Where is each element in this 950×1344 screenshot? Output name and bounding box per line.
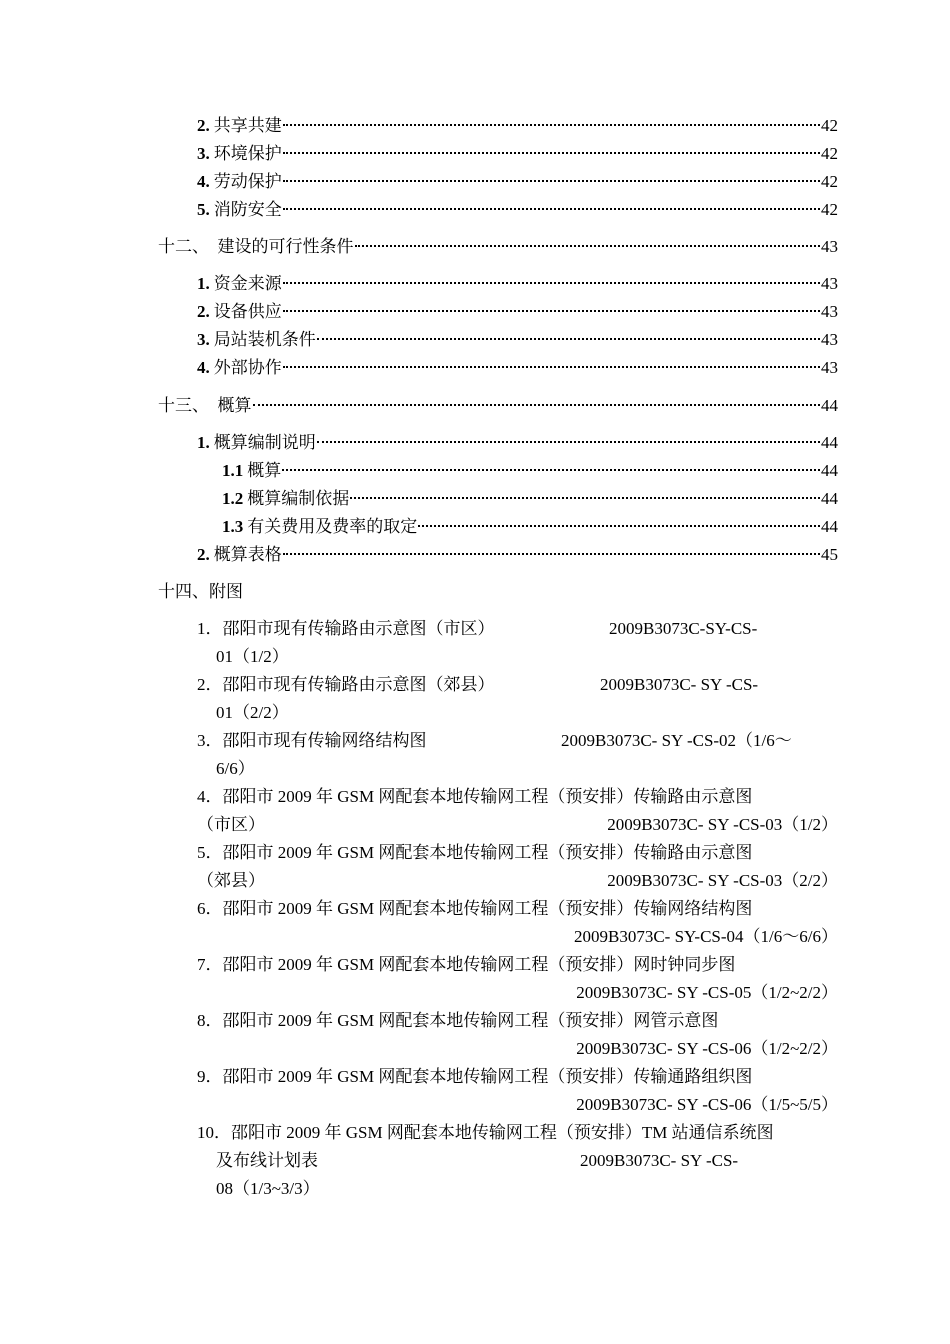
- toc-title: 概算: [247, 461, 282, 480]
- toc-entry[interactable]: [197, 170, 838, 194]
- dot-leader: [283, 180, 820, 182]
- toc-entry[interactable]: [197, 543, 838, 567]
- toc-entry[interactable]: [197, 142, 838, 166]
- toc-number: 2.: [197, 116, 210, 135]
- figure-title: 3．邵阳市现有传输网络结构图: [197, 731, 427, 750]
- figure-title: 10．邵阳市 2009 年 GSM 网配套本地传输网工程（预安排）TM 站通信系统图: [197, 1123, 774, 1142]
- toc-page-number: 42: [821, 172, 838, 191]
- dot-leader: [355, 245, 821, 247]
- toc-page-number: 42: [821, 200, 838, 219]
- toc-title: 概算表格: [213, 545, 282, 564]
- figure-title: 9．邵阳市 2009 年 GSM 网配套本地传输网工程（预安排）传输通路组织图: [197, 1067, 753, 1086]
- toc-number: 1.1: [222, 461, 244, 480]
- toc-title: 局站装机条件: [213, 330, 316, 349]
- toc-number: 2.: [197, 302, 210, 321]
- toc-section-heading[interactable]: [158, 394, 838, 418]
- toc-page-number: 44: [821, 461, 838, 480]
- toc-subentry[interactable]: [222, 487, 838, 511]
- toc-page-number: 42: [821, 144, 838, 163]
- toc-subentry[interactable]: [222, 515, 838, 539]
- figure-title: 7．邵阳市 2009 年 GSM 网配套本地传输网工程（预安排）网时钟同步图: [197, 955, 736, 974]
- toc-number: 1.: [197, 274, 210, 293]
- figure-title-cont: （市区）: [197, 815, 265, 834]
- toc-section-heading: 十四、附图: [158, 582, 243, 601]
- toc-page-number: 43: [821, 302, 838, 321]
- toc-entry[interactable]: [197, 356, 838, 380]
- toc-title: 设备供应: [213, 302, 282, 321]
- figure-title: 2．邵阳市现有传输路由示意图（郊县）: [197, 675, 495, 694]
- dot-leader: [283, 366, 820, 368]
- toc-page-number: 44: [821, 433, 838, 452]
- toc-title: 十三、 概算: [158, 396, 252, 415]
- toc-number: 3.: [197, 144, 210, 163]
- toc-page-number: 44: [821, 517, 838, 536]
- figure-code: 2009B3073C- SY -CS-03（2/2）: [607, 871, 838, 890]
- toc-entry[interactable]: [197, 198, 838, 222]
- figure-code: 2009B3073C- SY -CS-: [580, 1151, 739, 1170]
- toc-entry[interactable]: [197, 300, 838, 324]
- figure-code-cont: 01（2/2）: [216, 703, 289, 722]
- figure-code: 2009B3073C-SY-CS-: [609, 619, 758, 638]
- toc-number: 1.: [197, 433, 210, 452]
- dot-leader: [283, 553, 820, 555]
- figure-code-cont: 08（1/3~3/3）: [216, 1179, 320, 1198]
- toc-title: 劳动保护: [213, 172, 282, 191]
- figure-code: 2009B3073C- SY -CS-05（1/2~2/2）: [576, 983, 838, 1002]
- dot-leader: [283, 208, 820, 210]
- toc-title: 十二、 建设的可行性条件: [158, 237, 354, 256]
- dot-leader: [283, 282, 820, 284]
- toc-page-number: 44: [821, 489, 838, 508]
- dot-leader: [282, 469, 820, 471]
- figure-title: 6．邵阳市 2009 年 GSM 网配套本地传输网工程（预安排）传输网络结构图: [197, 899, 753, 918]
- toc-page-number: 43: [821, 358, 838, 377]
- dot-leader: [418, 525, 820, 527]
- toc-page-number: 43: [821, 330, 838, 349]
- figure-code-cont: 6/6）: [216, 759, 255, 778]
- toc-title: 资金来源: [213, 274, 282, 293]
- toc-page-number: 45: [821, 545, 838, 564]
- toc-title: 概算编制依据: [247, 489, 350, 508]
- dot-leader: [283, 152, 820, 154]
- toc-page-number: 44: [821, 396, 838, 415]
- dot-leader: [283, 310, 820, 312]
- toc-title: 消防安全: [213, 200, 282, 219]
- toc-entry[interactable]: [197, 272, 838, 296]
- figure-code: 2009B3073C- SY -CS-: [600, 675, 759, 694]
- toc-entry[interactable]: [197, 114, 838, 138]
- figure-code: 2009B3073C- SY -CS-06（1/5~5/5）: [576, 1095, 838, 1114]
- figure-title: 5．邵阳市 2009 年 GSM 网配套本地传输网工程（预安排）传输路由示意图: [197, 843, 753, 862]
- figure-title: 1．邵阳市现有传输路由示意图（市区）: [197, 619, 495, 638]
- toc-page-number: 43: [821, 274, 838, 293]
- dot-leader: [317, 338, 820, 340]
- toc-subentry[interactable]: [222, 459, 838, 483]
- figure-title: 4．邵阳市 2009 年 GSM 网配套本地传输网工程（预安排）传输路由示意图: [197, 787, 753, 806]
- dot-leader: [350, 497, 820, 499]
- toc-number: 4.: [197, 358, 210, 377]
- figure-title-cont: （郊县）: [197, 871, 265, 890]
- toc-number: 1.3: [222, 517, 244, 536]
- toc-title: 环境保护: [213, 144, 282, 163]
- toc-title: 有关费用及费率的取定: [247, 517, 418, 536]
- toc-page-number: 42: [821, 116, 838, 135]
- toc-number: 4.: [197, 172, 210, 191]
- dot-leader: [317, 441, 820, 443]
- toc-number: 3.: [197, 330, 210, 349]
- toc-section-heading[interactable]: [158, 235, 838, 259]
- toc-title: 外部协作: [213, 358, 282, 377]
- toc-number: 1.2: [222, 489, 244, 508]
- figure-code-cont: 01（1/2）: [216, 647, 289, 666]
- dot-leader: [253, 404, 821, 406]
- figure-code: 2009B3073C- SY-CS-04（1/6～6/6）: [574, 927, 838, 946]
- toc-title: 概算编制说明: [213, 433, 316, 452]
- figure-code: 2009B3073C- SY -CS-03（1/2）: [607, 815, 838, 834]
- toc-title: 共享共建: [213, 116, 282, 135]
- figure-code: 2009B3073C- SY -CS-02（1/6～: [561, 731, 792, 750]
- figure-title-cont: 及布线计划表: [216, 1151, 318, 1170]
- toc-number: 5.: [197, 200, 210, 219]
- toc-entry[interactable]: [197, 431, 838, 455]
- figure-title: 8．邵阳市 2009 年 GSM 网配套本地传输网工程（预安排）网管示意图: [197, 1011, 719, 1030]
- toc-entry[interactable]: [197, 328, 838, 352]
- dot-leader: [283, 124, 820, 126]
- toc-number: 2.: [197, 545, 210, 564]
- toc-page-number: 43: [821, 237, 838, 256]
- figure-code: 2009B3073C- SY -CS-06（1/2~2/2）: [576, 1039, 838, 1058]
